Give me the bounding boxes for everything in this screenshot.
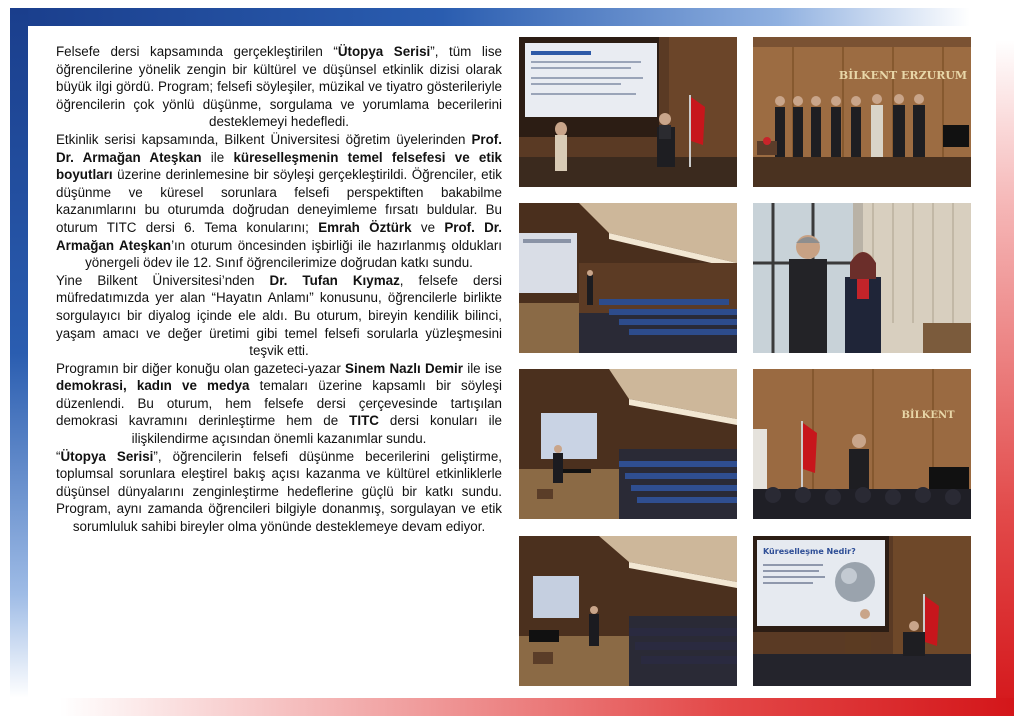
frame-right-stripe <box>996 40 1014 716</box>
bold-text: Ütopya Serisi <box>337 44 431 59</box>
body-text: dersi konuları ile ilişkilendirme açısından önemli kazanımlar sundu. <box>131 413 502 447</box>
paragraph <box>56 360 502 448</box>
slide-title: Küreselleşme Nedir? <box>763 547 856 556</box>
bold-text: Prof. Dr. Armağan Ateşkan <box>56 219 502 253</box>
body-text: temaları üzerine kapsamlı bir söyleşi düzenlendi. Bu oturum, hem felsefe dersi çerçevesinde tartışılan demokrasi kavramını derinleştirme hem de <box>56 378 502 429</box>
photo-group-stage <box>753 37 971 187</box>
article-text <box>56 43 502 536</box>
paragraph <box>56 131 502 272</box>
paragraph <box>56 272 502 360</box>
body-text: , felsefe dersi müfredatımızda yer alan “Hayatın Anlamı” konusunu, öğrencilerle birlikte sorgulayıcı bir diyalog içinde ele aldı. Bu oturum, bireyin kendilik bilinci, yaşam amacı ve değer üretimi gibi temel felsefi sorularla yüzleşmesini teşvik etti. <box>56 272 503 359</box>
paragraph <box>56 43 502 131</box>
bold-text: TITC <box>349 413 379 429</box>
bold-text: Dr. Tufan Kıymaz <box>269 272 400 288</box>
bold-text: küreselleşmenin temel felsefesi ve etik boyutları <box>56 149 502 183</box>
photo-speaker-flag <box>753 369 971 519</box>
body-text: ve <box>411 219 445 235</box>
wall-sign-text-2: BİLKENT <box>901 410 955 421</box>
bold-text: Sinem Nazlı Demir <box>345 360 463 376</box>
body-text: Yine Bilkent Üniversitesi’nden <box>56 272 270 288</box>
photo-speakers-window <box>753 203 971 353</box>
frame-left-stripe <box>10 8 28 698</box>
body-text: Etkinlik serisi kapsamında, Bilkent Üniversitesi öğretim üyelerinden <box>56 131 472 147</box>
frame-bottom-stripe <box>60 698 1014 716</box>
bold-text: Prof. Dr. Armağan Ateşkan <box>56 131 502 165</box>
photo-auditorium-1 <box>519 203 737 353</box>
body-text: “ <box>56 448 61 464</box>
paragraph <box>56 448 502 536</box>
body-text: ”, tüm lise öğrencilerine yönelik zengin bir kültürel ve düşünsel etkinlik dizisi olarak büyük ilgi gördü. Program; felsefi söyleşiler, müzikal ve tiyatro gösterileriyle öğrencilerin çok yönlü düşünme, sorgulama ve yorumlama becerilerini desteklemeyi hedefledi. <box>56 44 502 130</box>
photo-auditorium-2 <box>519 369 737 519</box>
body-text: üzerine derinlemesine bir söyleşi gerçekleştirildi. Öğrenciler, etik düşünme ve küresel sorunlara felsefi perspektiften bakabilme kazanımlarını bu oturumda doğrudan deneyimleme fırsatı buldular. Bu oturum TITC dersi 6. Tema konularını; <box>56 167 502 235</box>
body-text: ”, öğrencilerin felsefi düşünme becerilerini geliştirme, toplumsal sorunlara eleştirel bakış açısı kazanma ve kültürel etkinliklerle düşünsel dünyalarını zenginleştirme hedeflerine güçlü bir katkı sundu. Program, aynı zamanda öğrencileri bilgiyle donanmış, sorgulayan ve etik sorumluluk sahibi bireyler olma yönünde desteklemeye devam ediyor. <box>56 448 502 535</box>
body-text: ile <box>201 149 234 165</box>
bold-text: demokrasi, kadın ve medya <box>56 378 250 394</box>
photo-globalization-slide <box>753 536 971 686</box>
frame-top-stripe <box>10 8 970 26</box>
body-text: Felsefe dersi kapsamında gerçekleştirilen “ <box>56 44 338 59</box>
body-text: ile ise <box>462 360 502 376</box>
bold-text: Emrah Öztürk <box>318 219 412 235</box>
body-text: ’ın oturum öncesinden işbirliği ile hazırlanmış oldukları yönergeli ödev ile 12. Sınıf öğrencilerimize doğrudan katkı sundu. <box>85 237 502 271</box>
photo-lecture-slide <box>519 37 737 187</box>
photo-auditorium-3 <box>519 536 737 686</box>
wall-sign-text: BİLKENT ERZURUM <box>838 69 968 82</box>
body-text: Programın bir diğer konuğu olan gazeteci-yazar <box>56 360 346 376</box>
bold-text: Ütopya Serisi <box>60 448 154 464</box>
